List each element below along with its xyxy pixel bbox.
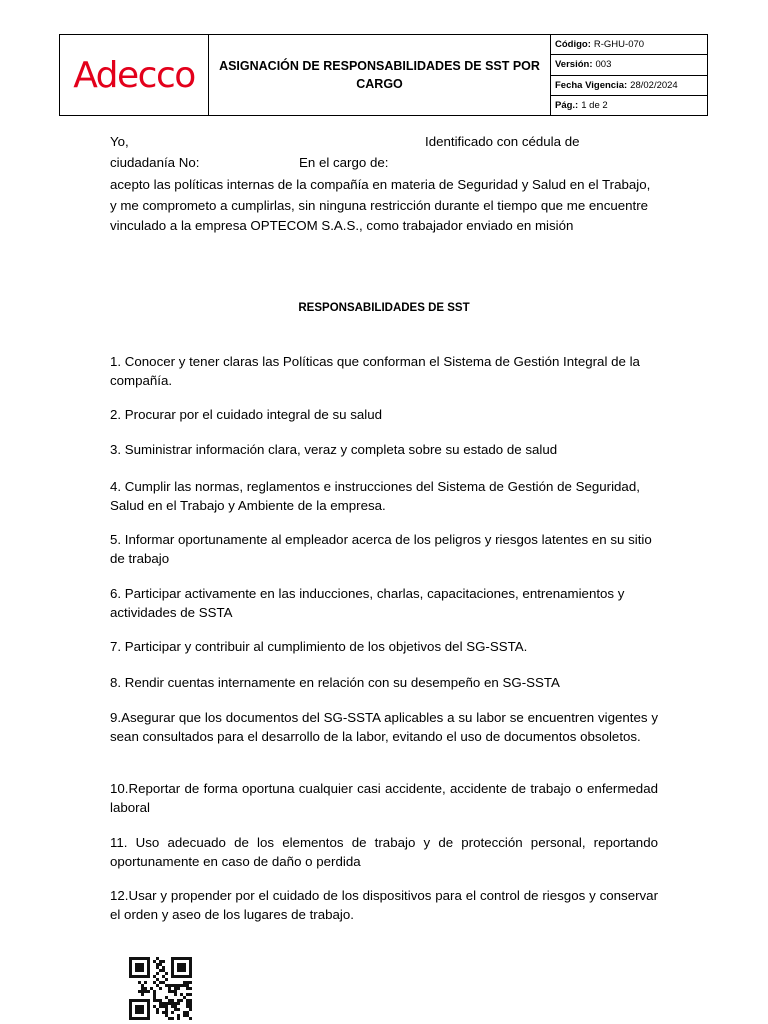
list-item: 10.Reportar de forma oportuna cualquier casi accidente, accidente de trabajo o enfermedad laboral (110, 781, 658, 815)
list-item: 2. Procurar por el cuidado integral de su salud (110, 407, 383, 422)
list-item: 7. Participar y contribuir al cumplimiento de los objetivos del SG-SSTA. (110, 639, 528, 654)
list-item: 1. Conocer y tener claras las Políticas que conforman el Sistema de Gestión Integral de la compañía. (110, 354, 640, 388)
pagina-label: Pág.: (555, 99, 579, 111)
codigo-value: R-GHU-070 (593, 39, 645, 51)
list-item: 12.Usar y propender por el cuidado de los dispositivos para el control de riesgos y conservar el orden y aseo de los lugares de trabajo. (110, 888, 658, 922)
pagina-value: 1 de 2 (581, 99, 608, 111)
section-title: RESPONSABILIDADES DE SST (298, 302, 470, 314)
list-item: 11. Uso adecuado de los elementos de trabajo y de protección personal, reportando oportunamente en caso de daño o perdida (110, 835, 658, 869)
list-item: 6. Participar activamente en las inducciones, charlas, capacitaciones, entrenamientos y actividades de SSTA (110, 586, 625, 620)
codigo-label: Código: (555, 39, 591, 51)
document-title: ASIGNACIÓN DE RESPONSABILIDADES DE SST POR CARGO (209, 35, 551, 115)
vigencia-row (551, 76, 707, 96)
intro-yo: Yo, (110, 134, 129, 149)
vigencia-label: Fecha Vigencia: (555, 79, 628, 91)
vigencia-value: 28/02/2024 (630, 79, 678, 91)
list-item: 9.Asegurar que los documentos del SG-SSTA aplicables a su labor se encuentren vigentes y sean consultados para el desarrollo de la labor, evitando el uso de documentos obsoletos. (110, 710, 658, 744)
document-header (59, 34, 708, 116)
list-item: 4. Cumplir las normas, reglamentos e instrucciones del Sistema de Gestión de Seguridad, Salud en el Trabajo y Ambiente de la empresa. (110, 479, 640, 513)
qr-code-icon (129, 957, 192, 1020)
intro-identificado: Identificado con cédula de (425, 134, 580, 149)
codigo-row (551, 35, 707, 55)
version-value: 003 (595, 59, 612, 71)
intro-cargo: En el cargo de: (299, 155, 389, 170)
version-label: Versión: (555, 59, 593, 71)
document-metadata (551, 35, 707, 115)
list-item: 5. Informar oportunamente al empleador acerca de los peligros y riesgos latentes en su sitio de trabajo (110, 532, 652, 566)
adecco-logo: Adecco (60, 35, 209, 115)
intro-ciudadania: ciudadanía No: (110, 155, 200, 170)
version-row (551, 55, 707, 75)
intro-body: acepto las políticas internas de la compañía en materia de Seguridad y Salud en el Trabajo, y me comprometo a cumplirlas, sin ninguna restricción durante el tiempo que me encuentre vinculado a la empresa OPTECOM S.A.S., como trabajador enviado en misión (110, 177, 651, 233)
pagina-row (551, 96, 707, 115)
list-item: 3. Suministrar información clara, veraz y completa sobre su estado de salud (110, 442, 558, 457)
list-item: 8. Rendir cuentas internamente en relación con su desempeño en SG-SSTA (110, 675, 560, 690)
